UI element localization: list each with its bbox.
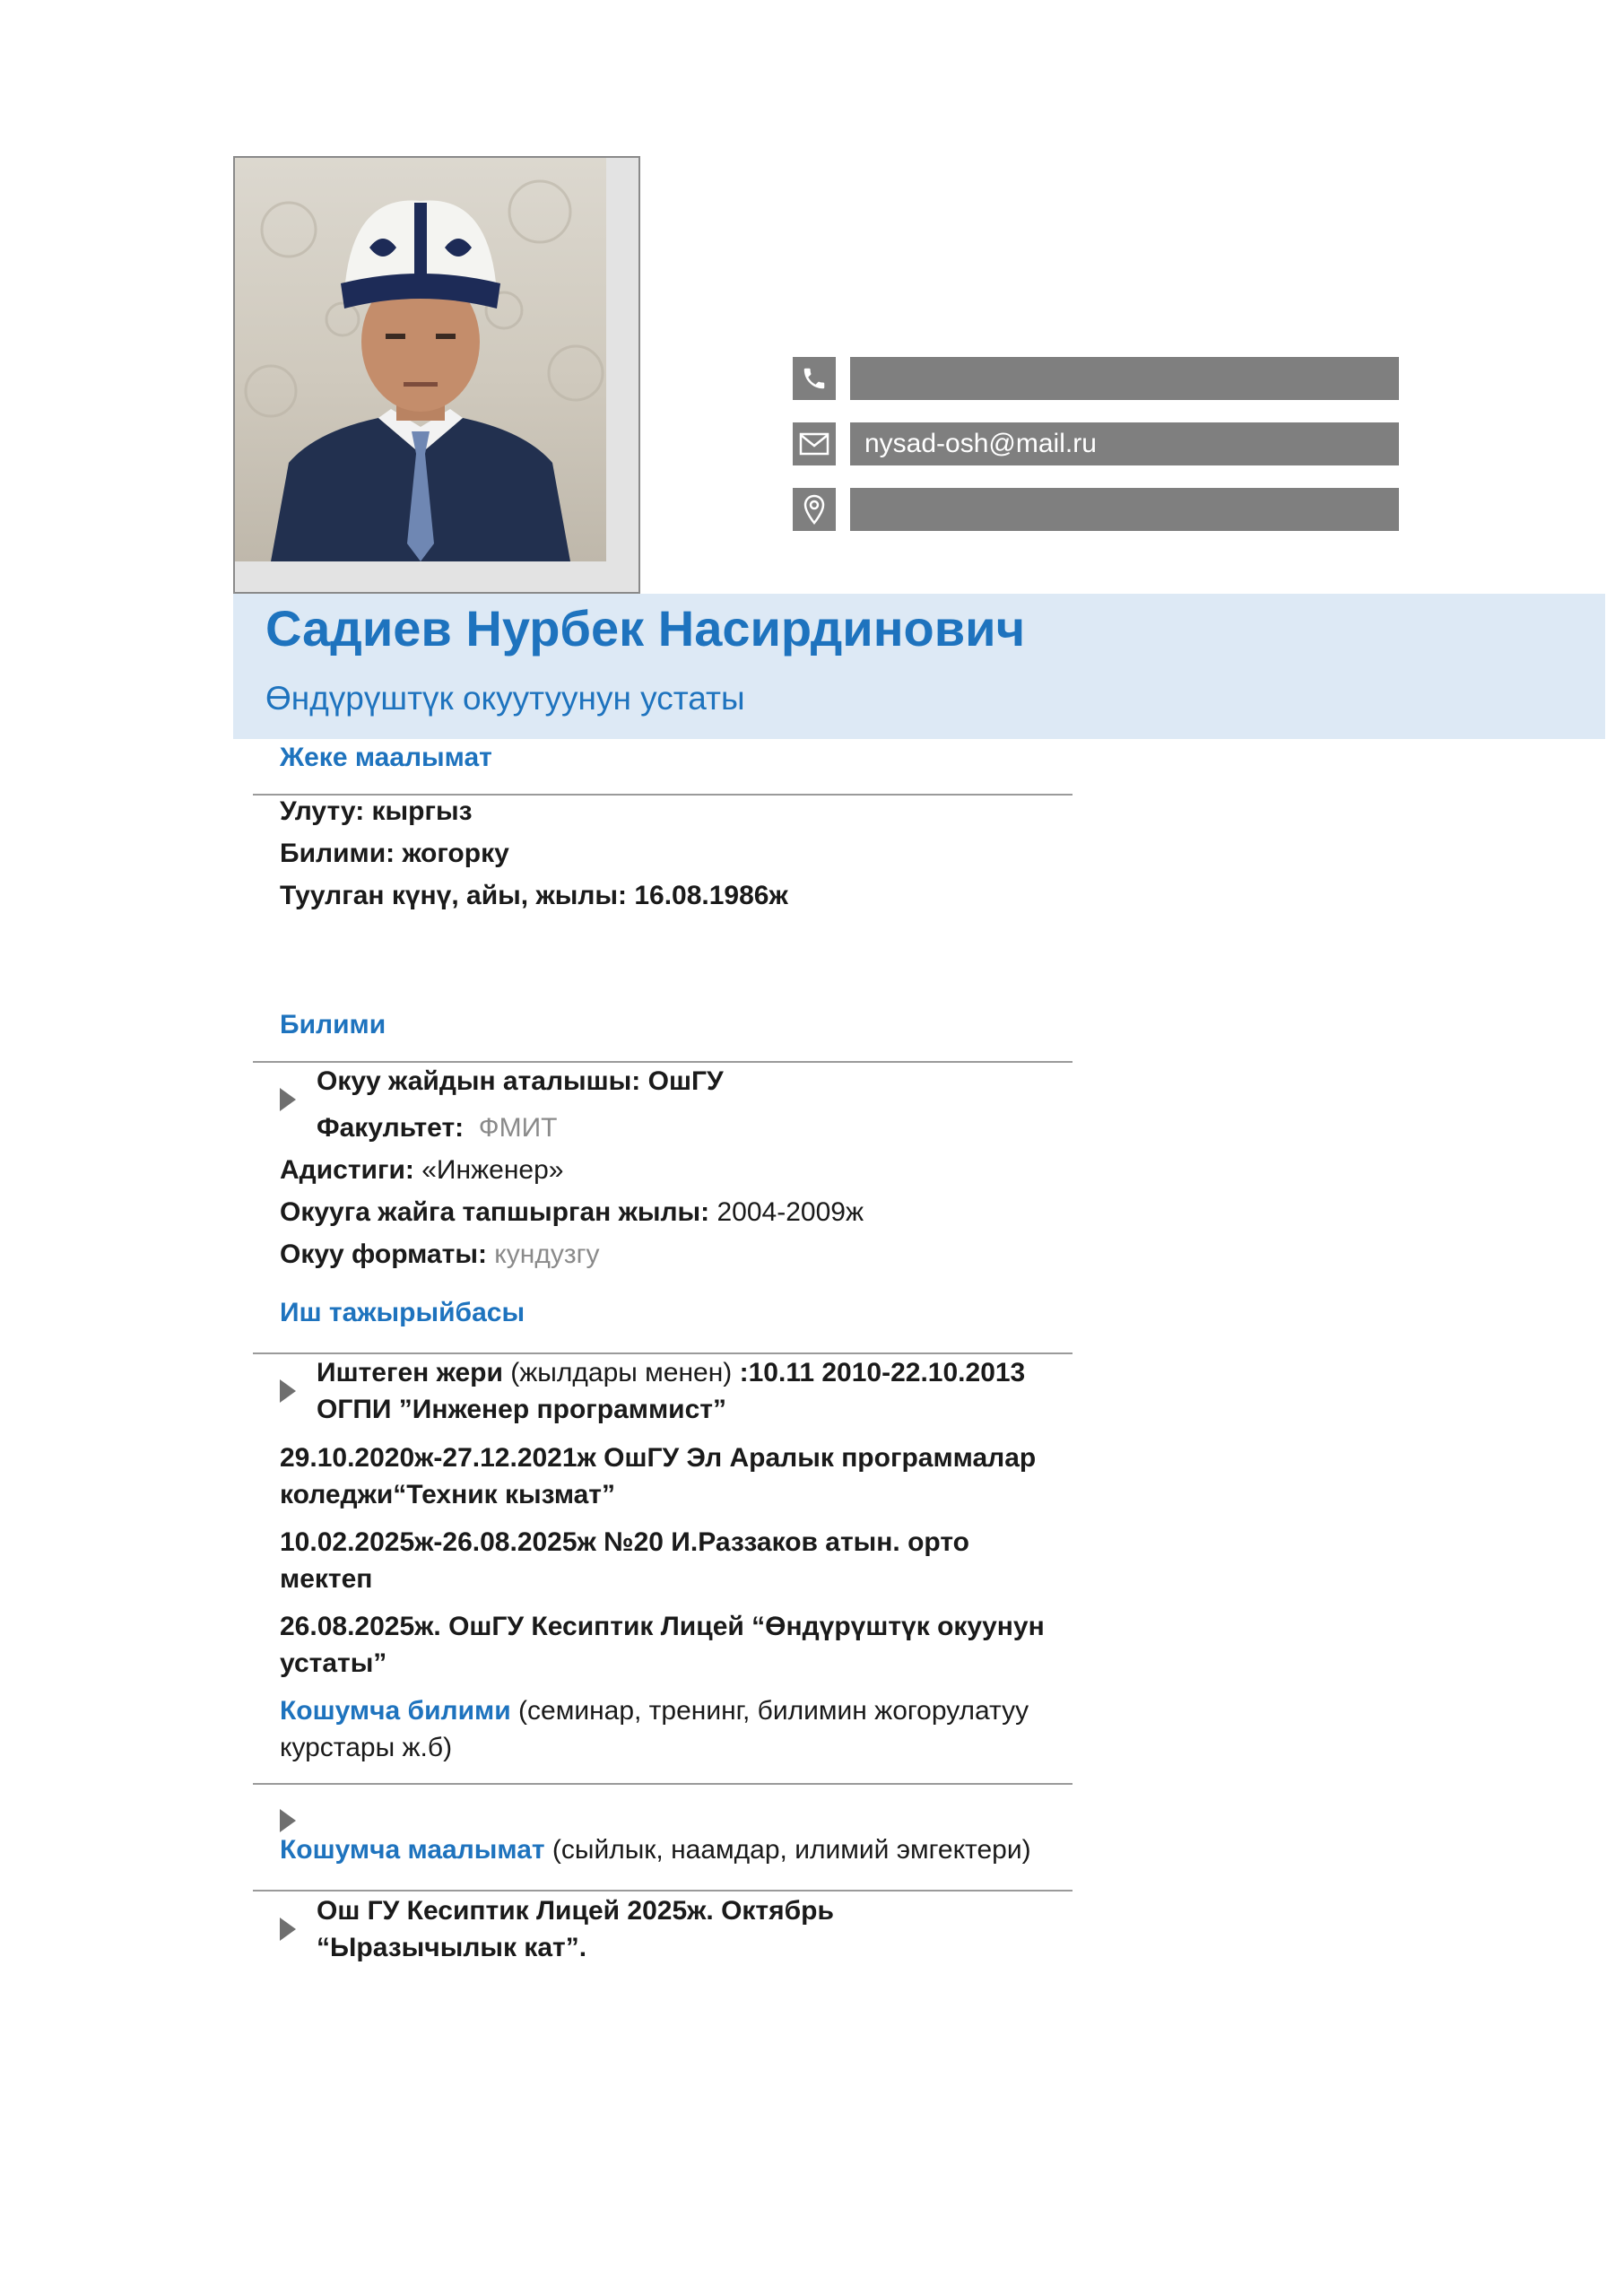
contact-email-row — [793, 422, 1399, 465]
contact-address-row — [793, 488, 1399, 531]
specialty-value: «Инженер» — [421, 1155, 564, 1185]
section-divider — [253, 1061, 1073, 1063]
additional-info-line — [280, 1835, 1031, 1866]
job-1-dates: :10.11 2010-22.10.2013 — [739, 1358, 1026, 1387]
faculty-label: Факультет: — [317, 1113, 465, 1143]
specialty-line — [280, 1155, 563, 1186]
study-years-label: Окууга жайга тапшырган жылы: — [280, 1197, 710, 1227]
faculty-value: ФМИТ — [478, 1113, 558, 1143]
study-format-value: кундузгу — [494, 1239, 600, 1269]
job-3-line-2: мектеп — [280, 1564, 373, 1594]
person-name: Садиев Нурбек Насирдинович — [265, 600, 1026, 657]
birth-date-line: Туулган күнү, айы, жылы: 16.08.1986ж — [280, 881, 788, 910]
bullet-triangle-icon — [280, 1088, 296, 1111]
section-divider — [253, 1783, 1073, 1785]
phone-value — [850, 357, 1399, 400]
phone-icon — [793, 357, 836, 400]
section-divider — [253, 1890, 1073, 1892]
extra-education-line — [280, 1696, 1029, 1726]
extra-education-label: Кошумча билими — [280, 1696, 511, 1726]
job-1-note: (жылдары менен) — [510, 1358, 733, 1387]
job-1-line — [317, 1358, 1025, 1388]
extra-education-note-2: курстары ж.б) — [280, 1733, 453, 1762]
job-3-line-1: 10.02.2025ж-26.08.2025ж №20 И.Раззаков атын. орто — [280, 1527, 969, 1557]
award-line-2: “Ыразычылык кат”. — [317, 1933, 587, 1962]
email-value: nysad-osh@mail.ru — [850, 422, 1399, 465]
study-years-line — [280, 1197, 864, 1228]
bullet-triangle-icon — [280, 1809, 296, 1832]
map-pin-icon — [793, 488, 836, 531]
job-4-line-1: 26.08.2025ж. ОшГУ Кесиптик Лицей “Өндүрүштүк окуунун — [280, 1612, 1045, 1641]
bullet-triangle-icon — [280, 1379, 296, 1403]
nationality-line: Улуту: кыргыз — [280, 796, 473, 826]
education-heading: Билими — [280, 1010, 386, 1039]
education-level-line: Билими: жогорку — [280, 839, 509, 868]
name-banner — [233, 594, 1605, 739]
additional-info-note: (сыйлык, наамдар, илимий эмгектери) — [551, 1835, 1031, 1865]
profile-photo — [235, 158, 606, 561]
envelope-icon — [793, 422, 836, 465]
extra-education-note: (семинар, тренинг, билимин жогорулатуу — [518, 1696, 1029, 1726]
work-experience-heading: Иш тажырыйбасы — [280, 1298, 525, 1327]
institution-line: Окуу жайдын аталышы: ОшГУ — [317, 1066, 724, 1096]
award-line-1: Ош ГУ Кесиптик Лицей 2025ж. Октябрь — [317, 1896, 834, 1926]
job-4-line-2: устаты” — [280, 1648, 387, 1678]
job-1-label: Иштеген жери — [317, 1358, 503, 1387]
personal-info-heading: Жеке маалымат — [280, 743, 492, 772]
study-format-label: Окуу форматы: — [280, 1239, 487, 1269]
study-format-line — [280, 1239, 600, 1270]
faculty-line — [317, 1113, 557, 1144]
job-2-line-2: коледжи“Техник кызмат” — [280, 1480, 615, 1509]
specialty-label: Адистиги: — [280, 1155, 414, 1185]
address-value — [850, 488, 1399, 531]
section-divider — [253, 794, 1073, 796]
additional-info-heading: Кошумча маалымат — [280, 1835, 545, 1865]
bullet-triangle-icon — [280, 1918, 296, 1941]
study-years-value: 2004-2009ж — [716, 1197, 864, 1227]
contact-phone-row — [793, 357, 1399, 400]
section-divider — [253, 1352, 1073, 1354]
profile-photo-frame — [233, 156, 640, 594]
job-title: Өндүрүштүк окуутуунун устаты — [265, 680, 745, 717]
job-2-line-1: 29.10.2020ж-27.12.2021ж ОшГУ Эл Аралык программалар — [280, 1443, 1037, 1473]
job-1-place: ОГПИ ”Инженер программист” — [317, 1395, 726, 1424]
person-portrait-illustration — [235, 158, 606, 561]
